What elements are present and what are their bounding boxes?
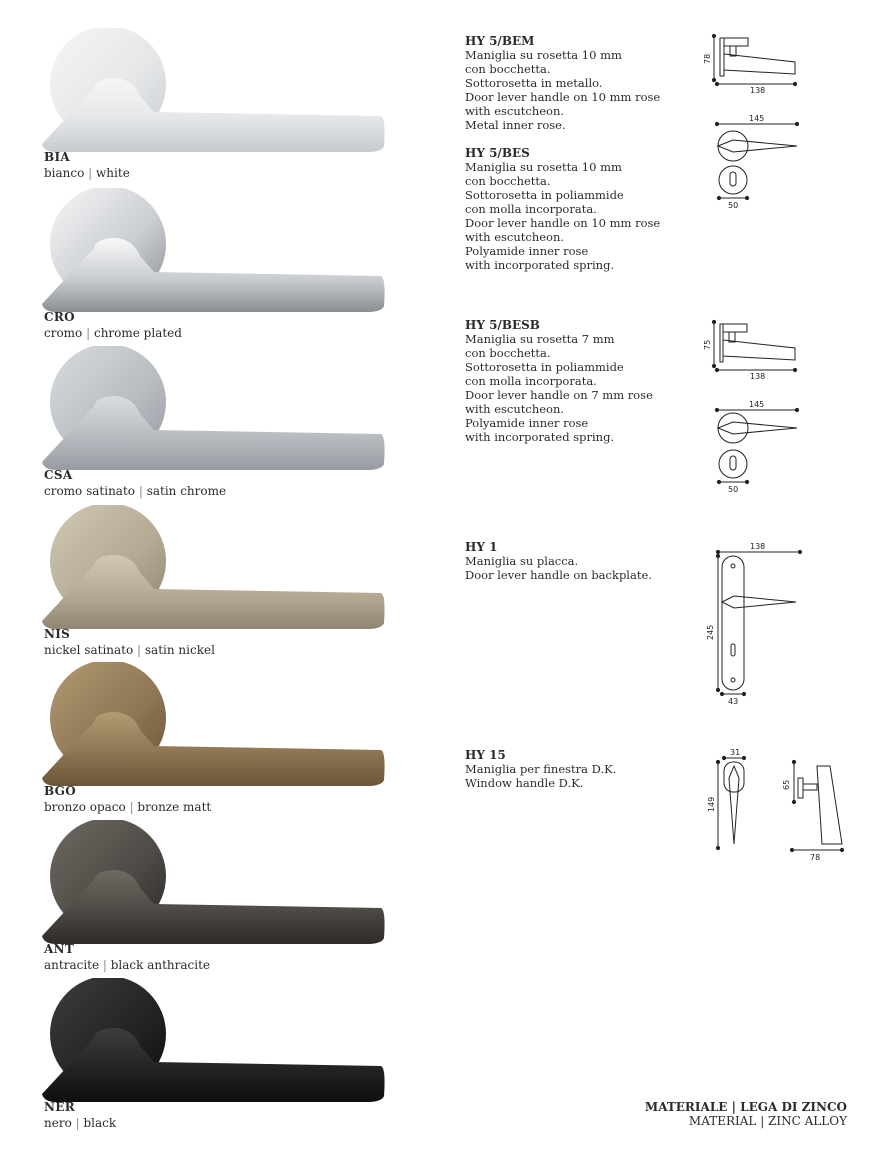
model-line: Door lever handle on backplate. <box>465 568 652 582</box>
dim-height: 245 <box>706 624 715 640</box>
model-hy15 <box>465 748 665 790</box>
door-handle-image <box>36 28 396 156</box>
model-line: con bocchetta. <box>465 174 551 188</box>
separator: | <box>71 1116 84 1130</box>
model-hy5-bem <box>465 34 665 132</box>
dim-rose: 50 <box>728 201 739 210</box>
drawing-besb-side <box>700 318 810 388</box>
model-line: Maniglia su rosetta 10 mm <box>465 160 622 174</box>
finish-name-en: chrome plated <box>93 326 182 340</box>
material-en: MATERIAL | ZINC ALLOY <box>688 1114 847 1128</box>
dim-rose: 50 <box>728 485 739 494</box>
model-hy5-bes <box>465 146 665 272</box>
drawing-bem-top <box>705 112 805 216</box>
separator: | <box>82 326 94 340</box>
finish-name-it: nickel satinato <box>44 643 134 657</box>
finish-name-it: bianco <box>44 166 85 180</box>
model-code: HY 15 <box>465 748 506 762</box>
finish-code: CSA <box>44 468 73 482</box>
model-line: Window handle D.K. <box>465 776 584 790</box>
model-code: HY 5/BESB <box>465 318 540 332</box>
model-line: Metal inner rose. <box>465 118 566 132</box>
finish-code: ANT <box>44 942 75 956</box>
finish-name <box>44 643 215 657</box>
model-line: Door lever handle on 10 mm rose <box>465 90 661 104</box>
drawing-hy1 <box>700 540 810 714</box>
finish-name-en: black <box>83 1116 117 1130</box>
finish-name-it: cromo <box>44 326 83 340</box>
material-it: MATERIALE | LEGA DI ZINCO <box>644 1100 847 1114</box>
model-line: with incorporated spring. <box>465 430 615 444</box>
finish-name <box>44 1116 116 1130</box>
model-line: Sottorosetta in poliammide <box>465 188 624 202</box>
model-line: Polyamide inner rose <box>465 416 589 430</box>
material-note <box>645 1100 847 1128</box>
finish-code: CRO <box>44 310 75 324</box>
separator: | <box>125 800 138 814</box>
model-line: with escutcheon. <box>465 104 565 118</box>
model-line: Maniglia su rosetta 7 mm <box>465 332 615 346</box>
dim-height: 75 <box>703 339 712 350</box>
door-handle-image <box>36 188 396 316</box>
dim-length: 138 <box>750 372 766 381</box>
model-line: con bocchetta. <box>465 346 551 360</box>
finish-name-it: bronzo opaco <box>44 800 126 814</box>
dim-length: 138 <box>750 86 766 95</box>
model-code: HY 1 <box>465 540 498 554</box>
finish-name <box>44 800 211 814</box>
model-code: HY 5/BEM <box>465 34 535 48</box>
finish-swatch-cro <box>36 188 396 316</box>
finish-name-en: bronze matt <box>137 800 212 814</box>
model-line: Maniglia su placca. <box>465 554 579 568</box>
finish-name-it: nero <box>44 1116 72 1130</box>
dim-width: 145 <box>749 114 765 123</box>
door-handle-image <box>36 505 396 633</box>
model-line: Maniglia su rosetta 10 mm <box>465 48 622 62</box>
model-line: with incorporated spring. <box>465 258 615 272</box>
finish-name <box>44 326 182 340</box>
separator: | <box>99 958 111 972</box>
door-handle-image <box>36 978 396 1106</box>
model-line: Sottorosetta in poliammide <box>465 360 624 374</box>
dim-height: 78 <box>703 53 712 64</box>
finish-name-en: white <box>96 166 130 180</box>
dim-depth: 65 <box>782 779 791 790</box>
drawing-hy15 <box>700 744 860 868</box>
finish-swatch-bia <box>36 28 396 156</box>
model-line: Sottorosetta in metallo. <box>465 76 603 90</box>
dim-width: 138 <box>750 542 766 551</box>
model-hy5-besb <box>465 318 665 444</box>
door-handle-image <box>36 346 396 474</box>
finish-code: BIA <box>44 150 70 164</box>
dim-plate: 43 <box>728 697 739 706</box>
door-handle-image <box>36 662 396 790</box>
model-line: Door lever handle on 10 mm rose <box>465 216 661 230</box>
model-line: Door lever handle on 7 mm rose <box>465 388 653 402</box>
finish-name-en: satin nickel <box>144 643 215 657</box>
drawing-bem-side <box>700 30 810 100</box>
separator: | <box>84 166 97 180</box>
dim-width: 145 <box>749 400 765 409</box>
finish-code: NER <box>44 1100 75 1114</box>
drawing-besb-top <box>705 398 805 502</box>
finish-name-it: cromo satinato <box>44 484 136 498</box>
finish-name <box>44 958 210 972</box>
finish-code: NIS <box>44 627 71 641</box>
model-line: with escutcheon. <box>465 230 565 244</box>
finish-swatch-ant <box>36 820 396 948</box>
finish-swatch-bgo <box>36 662 396 790</box>
dim-width: 31 <box>730 748 741 757</box>
finish-name <box>44 166 130 180</box>
finish-name-en: satin chrome <box>146 484 227 498</box>
model-line: con molla incorporata. <box>465 374 597 388</box>
model-line: con molla incorporata. <box>465 202 597 216</box>
model-line: con bocchetta. <box>465 62 551 76</box>
dim-height: 149 <box>707 796 716 812</box>
dim-length: 78 <box>810 853 821 862</box>
finish-swatch-csa <box>36 346 396 474</box>
finish-code: BGO <box>44 784 76 798</box>
separator: | <box>133 643 145 657</box>
model-line: Polyamide inner rose <box>465 244 589 258</box>
finish-name <box>44 484 226 498</box>
model-code: HY 5/BES <box>465 146 530 160</box>
door-handle-image <box>36 820 396 948</box>
finish-name-en: black anthracite <box>110 958 211 972</box>
finish-swatch-nis <box>36 505 396 633</box>
model-line: Maniglia per finestra D.K. <box>465 762 617 776</box>
model-line: with escutcheon. <box>465 402 565 416</box>
separator: | <box>135 484 147 498</box>
finish-name-it: antracite <box>44 958 100 972</box>
model-hy1 <box>465 540 665 582</box>
finish-swatch-ner <box>36 978 396 1106</box>
